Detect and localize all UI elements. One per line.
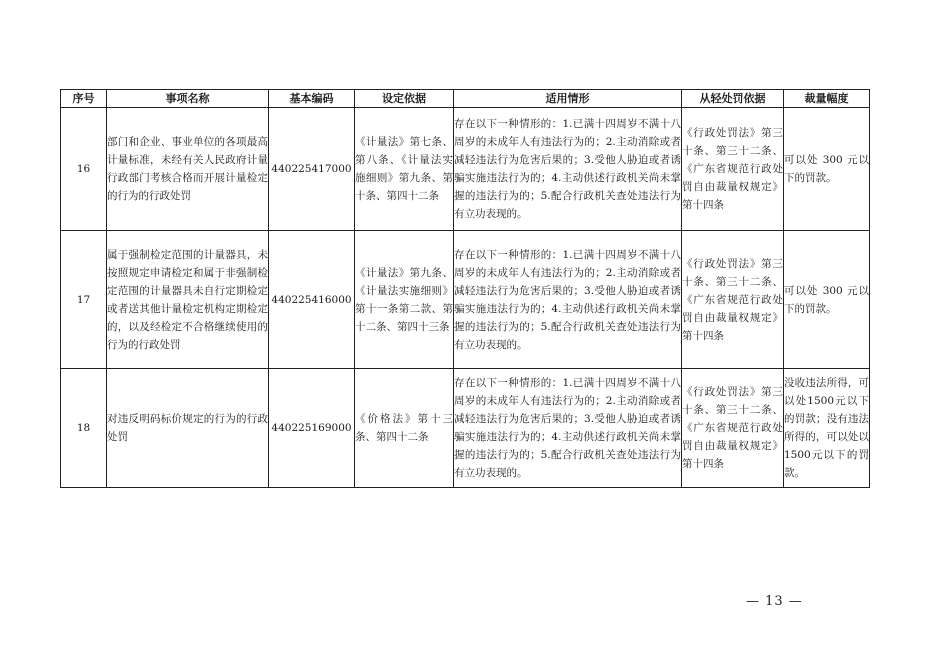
row-item-name: 对违反明码标价规定的行为的行政处罚 <box>107 369 269 488</box>
row-basic-code: 440225169000 <box>269 369 355 488</box>
header-item-name: 事项名称 <box>107 90 269 108</box>
header-applicable-situation: 适用情形 <box>454 90 682 108</box>
header-lenient-basis: 从轻处罚依据 <box>682 90 784 108</box>
regulation-table <box>60 89 870 488</box>
row-legal-basis: 《价格法》第十三条、第四十二条 <box>355 369 454 488</box>
row-item-name: 属于强制检定范围的计量器具，未按照规定申请检定和属于非强制检定范围的计量器具未自行定期检定或者送其他计量检定机构定期检定的，以及经检定不合格继续使用的行为的行政处罚 <box>107 231 269 369</box>
row-index: 18 <box>61 369 107 488</box>
row-legal-basis: 《计量法》第七条、第八条、《计量法实施细则》第九条、第十条、第四十二条 <box>355 108 454 231</box>
row-basic-code: 440225417000 <box>269 108 355 231</box>
row-lenient-basis: 《行政处罚法》第三十条、第三十二条、《广东省规范行政处罚自由裁量权规定》第十四条 <box>682 369 784 488</box>
header-index: 序号 <box>61 90 107 108</box>
table-header-row <box>61 90 870 108</box>
page-number: — 13 — <box>746 594 803 609</box>
row-discretion-range: 可以处 300 元以下的罚款。 <box>784 231 870 369</box>
table-row <box>61 369 870 488</box>
row-basic-code: 440225416000 <box>269 231 355 369</box>
row-applicable-situation: 存在以下一种情形的：1.已满十四周岁不满十八周岁的未成年人有违法行为的；2.主动消除或者减轻违法行为危害后果的；3.受他人胁迫或者诱骗实施违法行为的；4.主动供述行政机关尚未掌握的违法行为的；5.配合行政机关查处违法行为有立功表现的。 <box>454 231 682 369</box>
row-legal-basis: 《计量法》第九条、《计量法实施细则》第十一条第二款、第十二条、第四十三条 <box>355 231 454 369</box>
row-applicable-situation: 存在以下一种情形的：1.已满十四周岁不满十八周岁的未成年人有违法行为的；2.主动消除或者减轻违法行为危害后果的；3.受他人胁迫或者诱骗实施违法行为的；4.主动供述行政机关尚未掌握的违法行为的；5.配合行政机关查处违法行为有立功表现的。 <box>454 108 682 231</box>
header-legal-basis: 设定依据 <box>355 90 454 108</box>
header-discretion-range: 裁量幅度 <box>784 90 870 108</box>
row-lenient-basis: 《行政处罚法》第三十条、第三十二条、《广东省规范行政处罚自由裁量权规定》第十四条 <box>682 231 784 369</box>
row-lenient-basis: 《行政处罚法》第三十条、第三十二条、《广东省规范行政处罚自由裁量权规定》第十四条 <box>682 108 784 231</box>
row-applicable-situation: 存在以下一种情形的：1.已满十四周岁不满十八周岁的未成年人有违法行为的；2.主动消除或者减轻违法行为危害后果的；3.受他人胁迫或者诱骗实施违法行为的；4.主动供述行政机关尚未掌握的违法行为的；5.配合行政机关查处违法行为有立功表现的。 <box>454 369 682 488</box>
header-basic-code: 基本编码 <box>269 90 355 108</box>
table-row <box>61 108 870 231</box>
row-item-name: 部门和企业、事业单位的各项最高计量标准，未经有关人民政府计量行政部门考核合格而开展计量检定的行为的行政处罚 <box>107 108 269 231</box>
row-discretion-range: 可以处 300 元以下的罚款。 <box>784 108 870 231</box>
row-index: 17 <box>61 231 107 369</box>
row-index: 16 <box>61 108 107 231</box>
table-row <box>61 231 870 369</box>
row-discretion-range: 没收违法所得，可以处1500元以下的罚款；没有违法所得的，可以处以1500元以下的罚款。 <box>784 369 870 488</box>
